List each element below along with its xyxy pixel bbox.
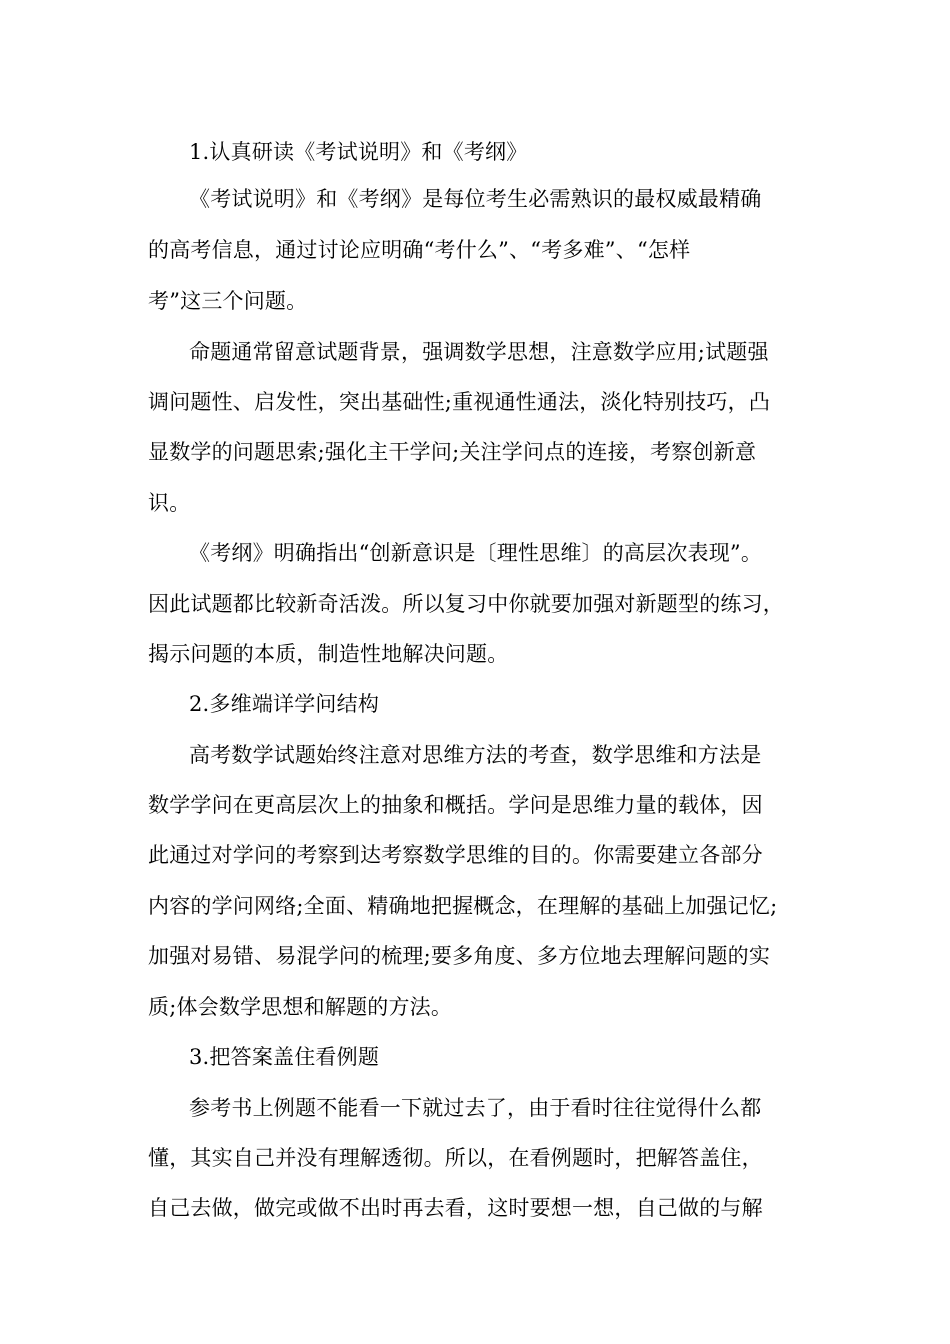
paragraph-line: 高考数学试题始终注意对思维方法的考查，数学思维和方法是 bbox=[189, 743, 762, 767]
paragraph-line: 内容的学问网络;全面、精确地把握概念，在理解的基础上加强记忆; bbox=[148, 894, 778, 918]
paragraph-line: 显数学的问题思索;强化主干学问;关注学问点的连接，考察创新意 bbox=[148, 440, 757, 464]
paragraph-line: 考”这三个问题。 bbox=[148, 289, 308, 313]
paragraph-line: 参考书上例题不能看一下就过去了，由于看时往往觉得什么都 bbox=[189, 1096, 762, 1120]
paragraph-line: 因此试题都比较新奇活泼。所以复习中你就要加强对新题型的练习， bbox=[148, 592, 784, 616]
paragraph-line: 数学学问在更高层次上的抽象和概括。学问是思维力量的载体，因 bbox=[148, 793, 763, 817]
paragraph-line: 调问题性、启发性，突出基础性;重视通性通法，淡化特别技巧，凸 bbox=[148, 390, 771, 414]
heading-1: 1.认真研读《考试说明》和《考纲》 bbox=[189, 140, 528, 164]
paragraph-line: 懂，其实自己并没有理解透彻。所以，在看例题时，把解答盖住， bbox=[148, 1146, 763, 1170]
paragraph-line: 揭示问题的本质，制造性地解决问题。 bbox=[148, 642, 509, 666]
paragraph-line: 自己去做，做完或做不出时再去看，这时要想一想，自己做的与解 bbox=[148, 1196, 763, 1220]
paragraph-line: 命题通常留意试题背景，强调数学思想，注意数学应用;试题强 bbox=[189, 340, 769, 364]
heading-3: 3.把答案盖住看例题 bbox=[189, 1045, 380, 1069]
paragraph-line: 质;体会数学思想和解题的方法。 bbox=[148, 995, 453, 1019]
paragraph-line: 此通过对学问的考察到达考察数学思维的目的。你需要建立各部分 bbox=[148, 843, 763, 867]
heading-2: 2.多维端详学问结构 bbox=[189, 692, 380, 716]
paragraph-line: 《考纲》明确指出“创新意识是〔理性思维〕的高层次表现”。 bbox=[189, 541, 763, 565]
paragraph-line: 识。 bbox=[148, 491, 191, 515]
paragraph-line: 《考试说明》和《考纲》是每位考生必需熟识的最权威最精确 bbox=[189, 187, 762, 211]
paragraph-line: 加强对易错、易混学问的梳理;要多角度、多方位地去理解问题的实 bbox=[148, 944, 771, 968]
paragraph-line: 的高考信息，通过讨论应明确“考什么”、“考多难”、“怎样 bbox=[148, 238, 691, 262]
